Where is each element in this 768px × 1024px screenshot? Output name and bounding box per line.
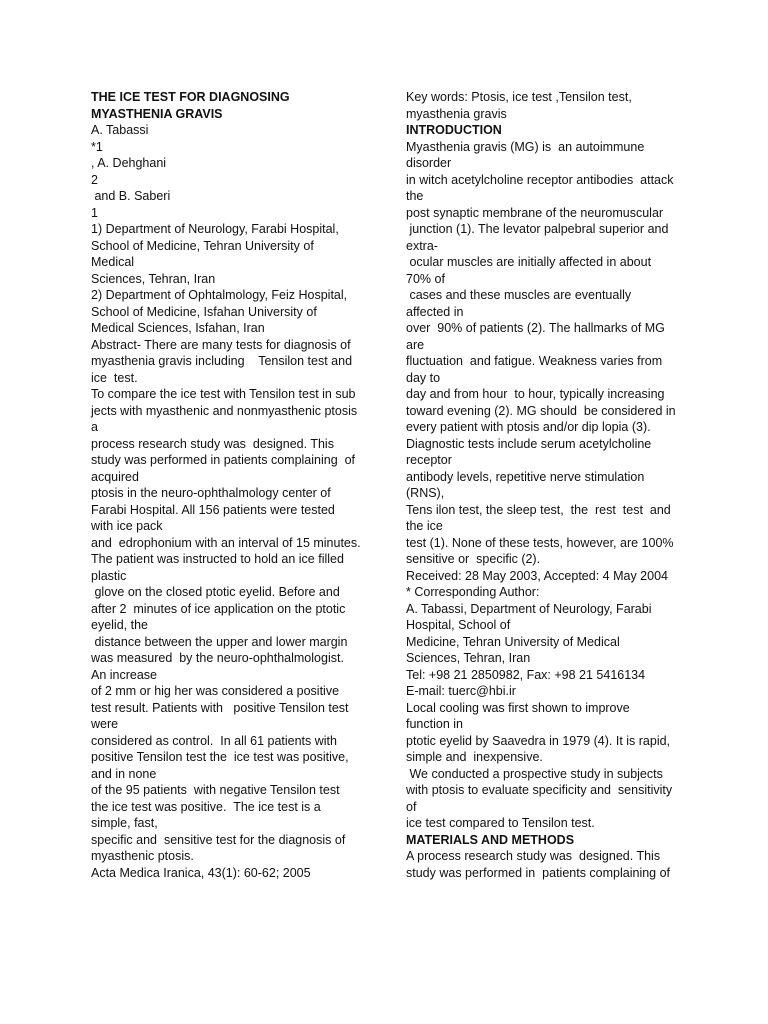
text-line: School of Medicine, Tehran University of: [91, 238, 314, 253]
text-line: over 90% of patients (2). The hallmarks of MG: [406, 321, 665, 335]
text-line: 1: [91, 205, 98, 220]
text-line: Sciences, Tehran, Iran: [91, 271, 216, 286]
text-line: post synaptic membrane of the neuromuscular: [406, 205, 664, 220]
text-line: and in none: [91, 766, 157, 781]
left-column: [91, 89, 391, 881]
text-line: extra-: [406, 238, 438, 253]
text-line: (RNS),: [406, 486, 445, 500]
text-line: Received: 28 May 2003, Accepted: 4 May 2004: [406, 568, 668, 583]
section-heading: MYASTHENIA GRAVIS: [91, 106, 223, 121]
text-line: positive Tensilon test the ice test was positive,: [91, 750, 349, 764]
text-line: junction (1). The levator palpebral superior and: [406, 222, 669, 236]
text-line: fluctuation and fatigue. Weakness varies from: [406, 354, 663, 368]
text-line: was measured by the neuro-ophthalmologist.: [91, 651, 344, 665]
text-line: were: [91, 717, 119, 731]
text-line: myasthenia gravis: [406, 106, 507, 121]
text-line: study was performed in patients complaining of: [91, 453, 356, 467]
text-line: An increase: [91, 667, 158, 682]
text-line: Local cooling was first shown to improve: [406, 700, 630, 715]
text-line: ice test.: [91, 370, 138, 385]
right-column: [406, 89, 706, 881]
text-line: with ice pack: [91, 519, 163, 533]
text-line: 2) Department of Ophtalmology, Feiz Hospital,: [91, 288, 348, 302]
text-line: sensitive or specific (2).: [406, 552, 541, 566]
text-line: of 2 mm or hig her was considered a positive: [91, 684, 340, 698]
text-line: School of Medicine, Isfahan University of: [91, 304, 317, 319]
text-line: of: [406, 799, 417, 814]
text-line: test result. Patients with positive Tensilon test: [91, 700, 349, 715]
text-line: 70% of: [406, 271, 445, 286]
text-line: Abstract- There are many tests for diagnosis of: [91, 337, 351, 352]
text-line: *1: [91, 139, 103, 154]
text-line: glove on the closed ptotic eyelid. Before and: [91, 585, 340, 599]
text-line: simple, fast,: [91, 816, 158, 830]
text-line: plastic: [91, 568, 127, 583]
text-line: To compare the ice test with Tensilon test in sub: [91, 387, 356, 401]
text-line: myasthenia gravis including Tensilon test and: [91, 354, 353, 368]
text-line: and B. Saberi: [91, 189, 171, 203]
text-line: considered as control. In all 61 patients with: [91, 733, 337, 748]
text-line: Diagnostic tests include serum acetylcholine: [406, 436, 652, 451]
section-heading: THE ICE TEST FOR DIAGNOSING: [91, 90, 290, 104]
text-line: Medicine, Tehran University of Medical: [406, 634, 620, 649]
text-line: , A. Dehghani: [91, 156, 167, 170]
text-line: The patient was instructed to hold an ice filled: [91, 552, 344, 566]
text-line: cases and these muscles are eventually: [406, 288, 632, 302]
text-line: A process research study was designed. This: [406, 849, 661, 863]
section-heading: INTRODUCTION: [406, 123, 502, 137]
text-line: every patient with ptosis and/or dip lopia (3).: [406, 420, 651, 434]
text-line: Farabi Hospital. All 156 patients were tested: [91, 502, 335, 517]
text-line: Tel: +98 21 2850982, Fax: +98 21 5416134: [406, 667, 646, 682]
text-line: study was performed in patients complaining of: [406, 865, 671, 880]
text-line: toward evening (2). MG should be considered in: [406, 403, 676, 418]
text-line: ice test compared to Tensilon test.: [406, 816, 595, 830]
text-line: a: [91, 420, 98, 434]
text-line: are: [406, 337, 425, 352]
text-line: specific and sensitive test for the diagnosis of: [91, 832, 346, 847]
text-line: process research study was designed. This: [91, 436, 334, 451]
text-line: We conducted a prospective study in subjects: [406, 766, 663, 781]
text-line: distance between the upper and lower margin: [91, 634, 348, 649]
section-heading: MATERIALS AND METHODS: [406, 832, 575, 847]
text-line: Medical Sciences, Isfahan, Iran: [91, 321, 265, 335]
text-line: Tens ilon test, the sleep test, the rest test and: [406, 502, 671, 517]
text-line: 2: [91, 172, 98, 187]
text-line: myasthenic ptosis.: [91, 849, 194, 863]
text-line: * Corresponding Author:: [406, 585, 540, 599]
text-line: A. Tabassi: [91, 123, 149, 137]
text-line: in witch acetylcholine receptor antibodies attack: [406, 172, 674, 187]
text-line: Myasthenia gravis (MG) is an autoimmune: [406, 139, 645, 154]
text-line: E-mail: tuerc@hbi.ir: [406, 684, 516, 698]
text-line: day and from hour to hour, typically increasing: [406, 387, 665, 401]
text-line: the ice test was positive. The ice test is a: [91, 799, 321, 814]
text-line: affected in: [406, 304, 464, 319]
text-line: test (1). None of these tests, however, are 100%: [406, 535, 674, 550]
text-line: 1) Department of Neurology, Farabi Hospital,: [91, 222, 339, 236]
text-line: receptor: [406, 453, 452, 467]
text-line: A. Tabassi, Department of Neurology, Farabi: [406, 601, 652, 616]
text-line: Medical: [91, 255, 135, 269]
text-line: disorder: [406, 156, 452, 170]
text-line: the: [406, 189, 424, 203]
text-line: function in: [406, 717, 463, 731]
text-line: the ice: [406, 519, 443, 533]
text-line: ptosis in the neuro-ophthalmology center of: [91, 486, 331, 500]
text-line: simple and inexpensive.: [406, 750, 543, 764]
text-line: Sciences, Tehran, Iran: [406, 651, 531, 665]
text-line: after 2 minutes of ice application on the ptotic: [91, 601, 346, 616]
text-line: Key words: Ptosis, ice test ,Tensilon test,: [406, 90, 632, 104]
text-line: antibody levels, repetitive nerve stimulation: [406, 469, 645, 484]
text-line: day to: [406, 370, 441, 385]
text-line: eyelid, the: [91, 618, 148, 632]
text-line: Acta Medica Iranica, 43(1): 60-62; 2005: [91, 865, 311, 880]
text-line: jects with myasthenic and nonmyasthenic ptosis: [91, 403, 358, 418]
text-line: acquired: [91, 469, 139, 484]
text-line: of the 95 patients with negative Tensilon test: [91, 783, 340, 797]
text-line: ptotic eyelid by Saavedra in 1979 (4). It is rapid,: [406, 733, 671, 748]
text-line: Hospital, School of: [406, 618, 511, 632]
text-line: with ptosis to evaluate specificity and sensitivity: [406, 783, 673, 797]
text-line: ocular muscles are initially affected in about: [406, 255, 652, 269]
text-line: and edrophonium with an interval of 15 minutes.: [91, 535, 361, 550]
